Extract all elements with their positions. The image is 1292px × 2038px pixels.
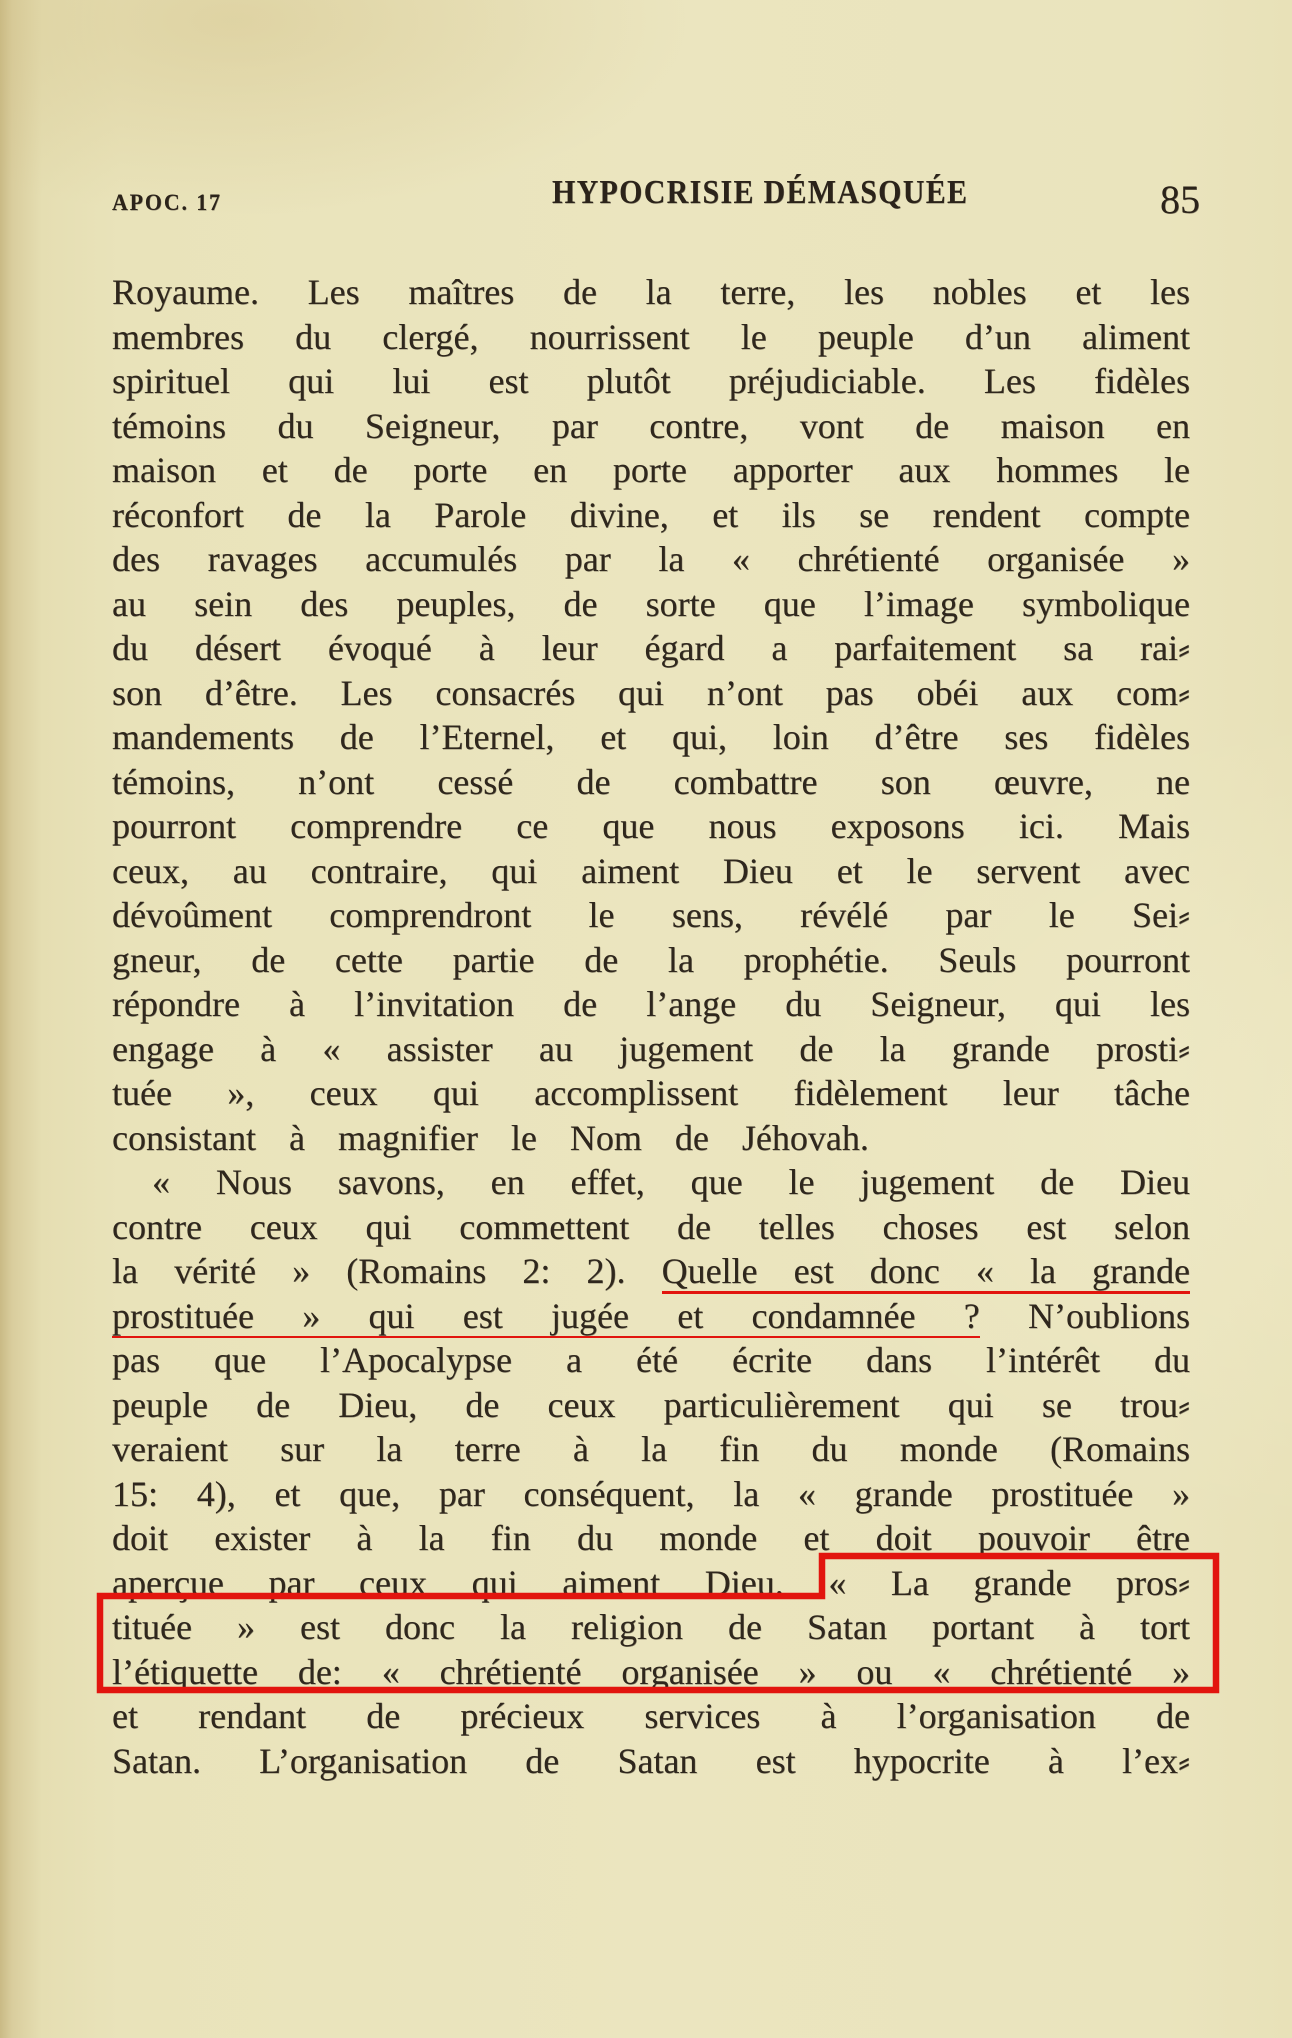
text-line: [112, 849, 1190, 894]
text-line: [112, 315, 1190, 360]
text-segment: Satan. L’organisation de Satan est hypocrite à l’ex⸗: [112, 1740, 1190, 1781]
text-segment: mandements de l’Eternel, et qui, loin d’être ses fidèles: [112, 717, 1190, 757]
text-line: [112, 359, 1190, 404]
text-segment: pourront comprendre ce que nous exposons ici. Mais: [112, 806, 1190, 846]
text-line: [112, 1561, 1190, 1606]
text-line: [112, 1427, 1190, 1472]
text-segment: engage à « assister au jugement de la grande prosti⸗: [112, 1028, 1190, 1069]
text-segment: des ravages accumulés par la « chrétienté organisée »: [112, 539, 1190, 579]
text-line: [112, 1071, 1190, 1116]
text-line: [112, 715, 1190, 760]
text-line: [112, 982, 1190, 1027]
text-line: [112, 537, 1190, 582]
text-line: [112, 1160, 1190, 1205]
text-line: [112, 1338, 1190, 1383]
text-segment: tuée », ceux qui accomplissent fidèlement leur tâche: [112, 1073, 1190, 1113]
header-section-label: APOC. 17: [112, 190, 222, 215]
text-segment: l’étiquette de: « chrétienté organisée » ou « chrétienté »: [112, 1651, 1190, 1692]
text-segment: la vérité » (Romains 2: 2).: [112, 1251, 662, 1291]
text-segment: contre ceux qui commettent de telles choses est selon: [112, 1206, 1190, 1247]
text-line: [112, 938, 1190, 983]
text-segment: témoins, n’ont cessé de combattre son œuvre, ne: [112, 761, 1190, 802]
page-number: 85: [1160, 177, 1200, 222]
text-segment: membres du clergé, nourrissent le peuple d’un aliment: [112, 316, 1190, 357]
text-line: [112, 671, 1190, 716]
text-segment: pas que l’Apocalypse a été écrite dans l’intérêt du: [112, 1340, 1190, 1380]
text-segment: Royaume. Les maîtres de la terre, les nobles et les: [112, 272, 1190, 312]
text-segment: N’oublions: [979, 1295, 1190, 1336]
text-line: [112, 1650, 1190, 1695]
text-line: [112, 626, 1190, 671]
text-line: [112, 760, 1190, 805]
text-segment: doit exister à la fin du monde et doit pouvoir être: [112, 1518, 1190, 1558]
text-line: [112, 270, 1190, 315]
text-segment: peuple de Dieu, de ceux particulièrement qui se trou⸗: [112, 1384, 1190, 1425]
text-line: [112, 1383, 1190, 1428]
text-block: [112, 270, 1190, 1783]
text-line: [112, 404, 1190, 449]
page-title: HYPOCRISIE DÉMASQUÉE: [552, 174, 969, 211]
text-line: [112, 1027, 1190, 1072]
text-line: [112, 1694, 1190, 1739]
text-segment: témoins du Seigneur, par contre, vont de maison en: [112, 405, 1190, 446]
text-line: [112, 804, 1190, 849]
text-line: [112, 582, 1190, 627]
text-segment: aperçue par ceux qui aiment Dieu. « La grande pros⸗: [112, 1562, 1190, 1603]
text-line: [112, 1205, 1190, 1250]
text-line: [112, 1605, 1190, 1650]
text-segment: spirituel qui lui est plutôt préjudiciable. Les fidèles: [112, 361, 1190, 401]
text-segment: 15: 4), et que, par conséquent, la « grande prostituée »: [112, 1473, 1190, 1514]
text-line: [112, 1739, 1190, 1784]
text-segment: dévoûment comprendront le sens, révélé par le Sei⸗: [112, 895, 1190, 935]
text-segment: veraient sur la terre à la fin du monde (Romains: [112, 1429, 1190, 1469]
text-line: [112, 448, 1190, 493]
text-line: [112, 1516, 1190, 1561]
text-segment: répondre à l’invitation de l’ange du Seigneur, qui les: [112, 984, 1190, 1024]
text-segment: tituée » est donc la religion de Satan portant à tort: [112, 1607, 1190, 1647]
text-segment: son d’être. Les consacrés qui n’ont pas obéi aux com⸗: [112, 672, 1190, 713]
text-segment: consistant à magnifier le Nom de Jéhovah.: [112, 1117, 869, 1158]
text-segment: gneur, de cette partie de la prophétie. Seuls pourront: [112, 939, 1190, 980]
text-segment: maison et de porte en porte apporter aux hommes le: [112, 450, 1190, 490]
red-underline-annotation: Quelle est donc « la grande: [662, 1251, 1190, 1294]
text-segment: du désert évoqué à leur égard a parfaitement sa rai⸗: [112, 628, 1190, 668]
text-segment: ceux, au contraire, qui aiment Dieu et le servent avec: [112, 850, 1190, 891]
text-line: [112, 1116, 1190, 1161]
text-line: [112, 1472, 1190, 1517]
text-segment: réconfort de la Parole divine, et ils se rendent compte: [112, 494, 1190, 535]
text-line: [112, 1249, 1190, 1294]
text-line: [112, 493, 1190, 538]
text-segment: et rendant de précieux services à l’organisation de: [112, 1696, 1190, 1736]
red-underline-annotation: prostituée » qui est jugée et condamnée ?: [112, 1296, 980, 1339]
text-segment: « Nous savons, en effet, que le jugement de Dieu: [152, 1162, 1190, 1202]
text-line: [112, 893, 1190, 938]
text-line: [112, 1294, 1190, 1339]
text-segment: au sein des peuples, de sorte que l’image symbolique: [112, 583, 1190, 624]
